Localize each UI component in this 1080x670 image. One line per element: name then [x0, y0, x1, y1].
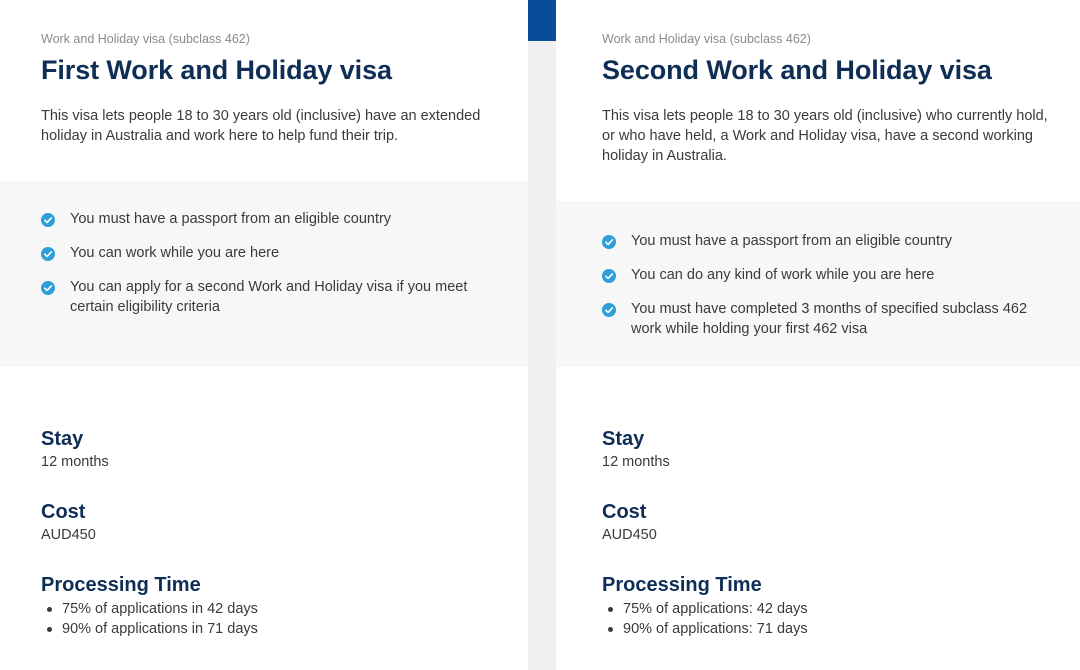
processing-time-item: 90% of applications: 71 days — [602, 619, 1050, 639]
feature-text: You can apply for a second Work and Holiday visa if you meet certain eligibility criteria — [70, 279, 468, 315]
cost-value: AUD450 — [41, 527, 96, 543]
feature-item — [602, 231, 1050, 251]
processing-time-heading: Processing Time — [602, 574, 762, 596]
card-title[interactable]: First Work and Holiday visa — [41, 55, 392, 85]
check-circle-icon — [602, 235, 616, 249]
processing-time-list — [41, 599, 498, 639]
feature-list — [556, 201, 1080, 367]
check-circle-icon — [41, 247, 55, 261]
stay-heading: Stay — [602, 428, 645, 450]
stay-value: 12 months — [602, 454, 670, 470]
feature-text: You must have completed 3 months of specified subclass 462 work while holding your first 462 visa — [631, 301, 1028, 337]
processing-time-item: 75% of applications in 42 days — [41, 599, 498, 619]
feature-item — [41, 277, 487, 317]
visa-details — [41, 426, 498, 639]
feature-text: You must have a passport from an eligible country — [631, 233, 953, 249]
processing-time-heading: Processing Time — [41, 574, 201, 596]
feature-item — [602, 299, 1050, 339]
check-circle-icon — [41, 213, 55, 227]
feature-item — [41, 209, 487, 229]
first-visa-card[interactable] — [0, 0, 528, 670]
feature-list — [0, 181, 528, 367]
card-description: This visa lets people 18 to 30 years old (inclusive) have an extended holiday in Australia and work here to help fund their trip. — [41, 108, 481, 144]
feature-text: You can work while you are here — [70, 245, 280, 261]
visa-subclass-label: Work and Holiday visa (subclass 462) — [602, 32, 811, 46]
card-header — [556, 0, 1080, 166]
cost-value: AUD450 — [602, 527, 657, 543]
processing-time-item: 75% of applications: 42 days — [602, 599, 1050, 619]
check-circle-icon — [602, 269, 616, 283]
stay-value: 12 months — [41, 454, 109, 470]
card-header — [0, 0, 528, 146]
feature-item — [41, 243, 487, 263]
stay-heading: Stay — [41, 428, 84, 450]
feature-item — [602, 265, 1050, 285]
cost-heading: Cost — [41, 501, 86, 523]
cost-heading: Cost — [602, 501, 647, 523]
card-description: This visa lets people 18 to 30 years old (inclusive) who currently hold, or who have held, a Work and Holiday visa, have a second working holiday in Australia. — [602, 108, 1048, 164]
visa-details — [602, 426, 1050, 639]
second-visa-card[interactable] — [556, 0, 1080, 670]
card-title[interactable]: Second Work and Holiday visa — [602, 55, 992, 85]
feature-text: You can do any kind of work while you are here — [631, 267, 935, 283]
processing-time-list — [602, 599, 1050, 639]
feature-text: You must have a passport from an eligible country — [70, 211, 392, 227]
card-gutter — [528, 0, 556, 670]
visa-subclass-label: Work and Holiday visa (subclass 462) — [41, 32, 250, 46]
check-circle-icon — [41, 281, 55, 295]
gutter-accent-bar — [528, 0, 556, 41]
check-circle-icon — [602, 303, 616, 317]
processing-time-item: 90% of applications in 71 days — [41, 619, 498, 639]
